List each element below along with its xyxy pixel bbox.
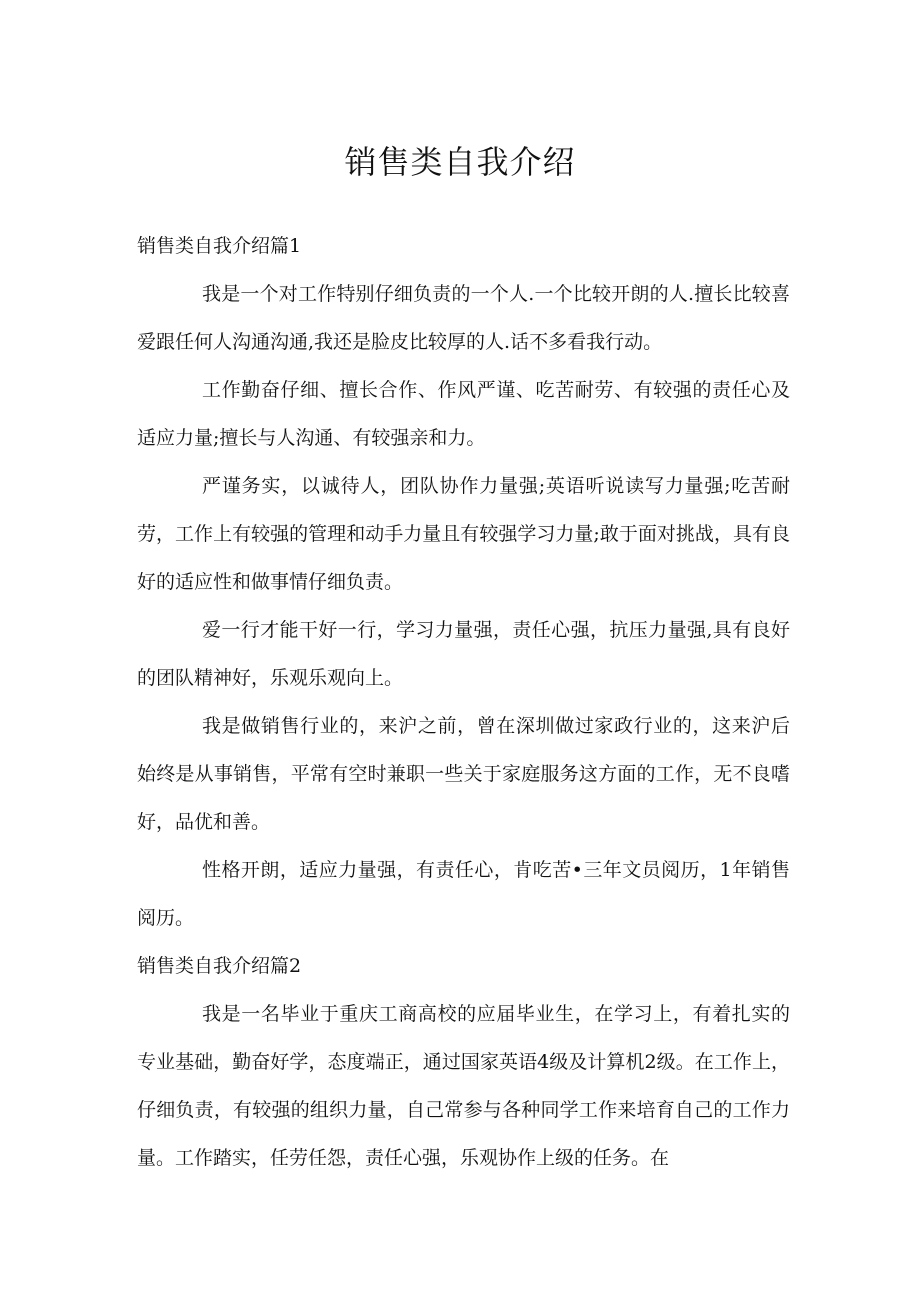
section-1-paragraph-2: 工作勤奋仔细、擅长合作、作风严谨、吃苦耐劳、有较强的责任心及适应力量;擅长与人沟通、有较强亲和力。 — [137, 379, 790, 449]
section-1-paragraph-4: 爱一行才能干好一行，学习力量强，责任心强，抗压力量强,具有良好的团队精神好，乐观乐观向上。 — [137, 619, 790, 689]
section-1-paragraph-1: 我是一个对工作特别仔细负责的一个人.一个比较开朗的人.擅长比较喜爱跟任何人沟通沟通,我还是脸皮比较厚的人.话不多看我行动。 — [137, 283, 790, 353]
section-1-paragraph-6: 性格开朗，适应力量强，有责任心，肯吃苦•三年文员阅历，1年销售阅历。 — [137, 859, 790, 929]
document-body — [137, 222, 790, 1182]
document-title: 销售类自我介绍 — [344, 143, 576, 181]
section-2-paragraph-1: 我是一名毕业于重庆工商高校的应届毕业生，在学习上，有着扎实的专业基础，勤奋好学，态度端正，通过国家英语4级及计算机2级。在工作上，仔细负责，有较强的组织力量，自己常参与各种同学工作来培育自己的工作力量。工作踏实，任劳任怨，责任心强，乐观协作上级的任务。在 — [137, 1003, 790, 1169]
section-1-paragraph-5: 我是做销售行业的，来沪之前，曾在深圳做过家政行业的，这来沪后始终是从事销售，平常有空时兼职一些关于家庭服务这方面的工作，无不良嗜好，品优和善。 — [137, 715, 790, 833]
section-heading-2: 销售类自我介绍篇2 — [137, 955, 302, 977]
section-heading-1: 销售类自我介绍篇1 — [137, 235, 302, 257]
section-1-paragraph-3: 严谨务实，以诚待人，团队协作力量强;英语听说读写力量强;吃苦耐劳，工作上有较强的管理和动手力量且有较强学习力量;敢于面对挑战，具有良好的适应性和做事情仔细负责。 — [137, 475, 790, 593]
